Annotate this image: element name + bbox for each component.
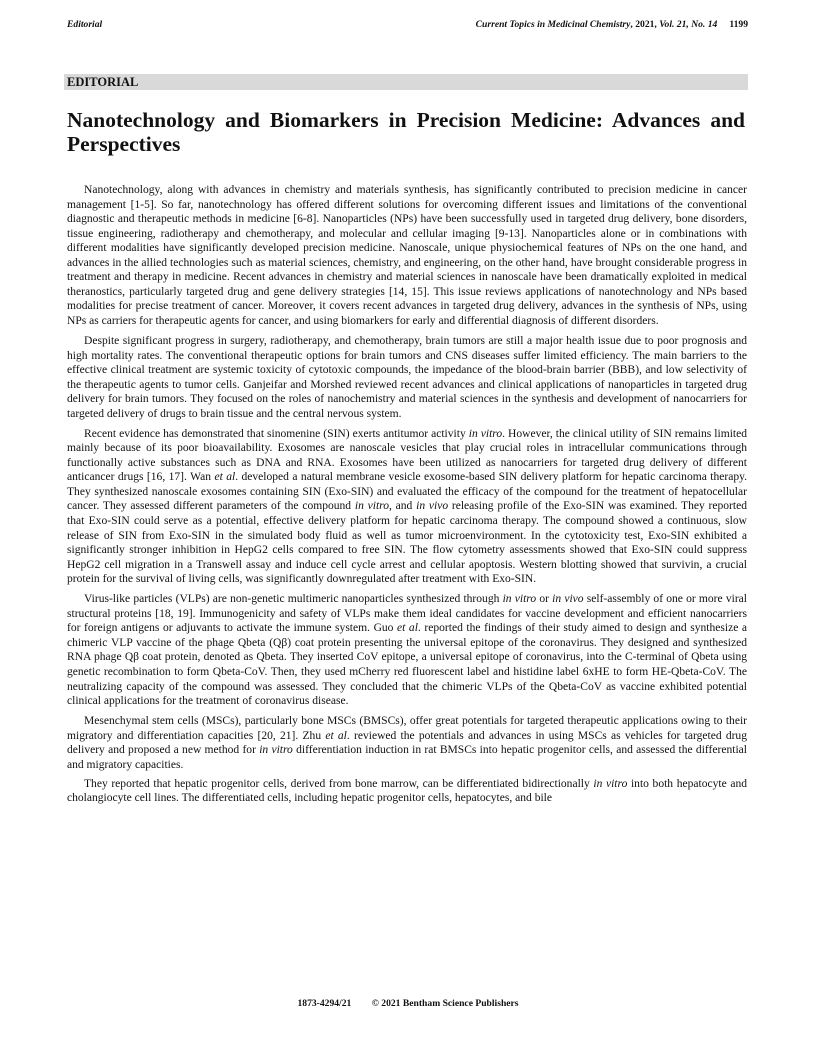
body-paragraph [67, 777, 747, 806]
journal-year: 2021 [635, 19, 655, 30]
body-paragraph [67, 183, 747, 328]
journal-name: Current Topics in Medicinal Chemistry [475, 19, 631, 30]
journal-issue: No. 14 [691, 19, 718, 30]
issn: 1873-4294/21 [297, 998, 352, 1009]
body-paragraph [67, 714, 747, 772]
body-paragraph [67, 592, 747, 708]
italic-run: in vitro [468, 427, 503, 440]
running-head-section: Editorial [67, 19, 103, 30]
journal-volume: Vol. 21 [659, 19, 687, 30]
italic-run: et al [397, 622, 418, 635]
italic-run: et al [214, 471, 236, 484]
text-run: releasing profile of the Exo-SIN was examined. They reported that Exo-SIN could serve as a potential, effective delivery platform for hepatic carcinoma therapy. The compound showed a continuous, slow release of SIN from Exo-SIN in the simulated body fluid as well as tumor microenvironment. In the cytotoxicity test, Exo-SIN exhibited a significantly stronger inhibition in HepG2 cells compared to free SIN. The flow cytometry assessments showed that Exo-SIN could suppress HepG2 cell migration in a Transwell assay and induce cell cycle arrest and cellular apoptosis. Western blotting showed that survivin, a crucial protein for the survival of living cells, was significantly downregulated after treatment with Exo-SIN. [67, 500, 748, 586]
text-run: Despite significant progress in surgery, radiotherapy, and chemotherapy, brain tumors are still a major health issue due to poor prognosis and high mortality rates. The conventional therapeutic options for brain tumors and CNS diseases suffer limited efficiency. The main barriers to the effective clinical treatment are systemic toxicity of cytotoxic compounds, the impedance of the blood-brain barrier (BBB), and low selectivity of the therapeutic agents to tumor cells. Ganjeifar and Morshed reviewed recent advances and clinical applications of nanoparticles in targeted drug delivery for brain tumors. They focused on the roles of nanochemistry and material sciences in the synthesis and development of nanocarriers for targeted delivery of drugs to brain tissue and the central nervous system. [67, 334, 747, 420]
italic-run: in vivo [416, 500, 449, 513]
italic-run: in vitro [259, 744, 293, 757]
text-run: . However, the clinical utility of SIN remains limited mainly because of its poor bioavailability. Exosomes are nanoscale vesicles that play crucial roles in intracellular communications through functionally active substances such as DNA and RNA. Exosomes have been utilized as nanocarriers for targeted drug delivery of different anticancer drugs [16, 17]. Wan [67, 427, 748, 484]
body-paragraph [67, 427, 747, 587]
text-run: or [536, 593, 553, 606]
italic-run: in vitro [354, 500, 389, 513]
text-run: . developed a natural membrane vesicle exosome-based SIN delivery platform for hepatic carcinoma therapy. They synthesized nanoscale exosomes containing SIN (Exo-SIN) and evaluated the efficacy of the compound for the treatment of hepatocellular cancer. They assessed different parameters of the compound [67, 471, 748, 513]
text-run: . reported the findings of their study aimed to design and synthesize a chimeric VLP vaccine of the phage Qbeta (Qβ) coat protein presenting the universal epitope of the coronavirus. They designed and synthesized RNA phage Qβ coat protein, denoted as Qbeta. They inserted CoV epitope, a universal epitope of coronavirus, into the C-terminal of Qbeta using genetic recombination to form Qbeta-CoV. Then, they used mCherry red fluorescent label and histidine label 6xHE to form HE-Qbeta-CoV. The neutralizing capacity of the compound was assessed. They concluded that the chimeric VLPs of the Qbeta-CoV as vaccine exhibited potential clinical applications for the treatment of coronavirus disease. [67, 622, 748, 708]
article-body [67, 183, 747, 806]
running-head-citation: Current Topics in Medicinal Chemistry, 2021, Vol. 21, No. 14 1199 [475, 19, 748, 30]
running-head [67, 19, 748, 30]
copyright: © 2021 Bentham Science Publishers [371, 998, 519, 1009]
text-run: into both hepatocyte and cholangiocyte cell lines. The differentiated cells, including hepatic progenitor cells, hepatocytes, and bile [67, 777, 747, 805]
text-run: self-assembly of one or more viral structural proteins [18, 19]. Immunogenicity and safety of VLPs make them ideal candidates for vaccine development and efficient nanocarriers for foreign antigens or adjuvants to activate the immune system. Guo [67, 593, 747, 635]
page-number: 1199 [729, 19, 748, 30]
text-run: differentiation induction in rat BMSCs into hepatic progenitor cells, and assessed the differential and migratory capacities. [67, 744, 748, 771]
text-run: Recent evidence has demonstrated that sinomenine (SIN) exerts antitumor activity [84, 427, 469, 440]
text-run: Virus-like particles (VLPs) are non-genetic multimeric nanoparticles synthesized through [84, 593, 503, 606]
text-run: , and [389, 500, 417, 513]
italic-run: in vitro [502, 593, 537, 606]
body-paragraph [67, 334, 747, 421]
italic-run: in vitro [593, 777, 628, 790]
italic-run: et al [325, 729, 347, 742]
section-label: EDITORIAL [67, 75, 139, 89]
text-run: Mesenchymal stem cells (MSCs), particularly bone MSCs (BMSCs), offer great potentials for targeted therapeutic applications owing to their migratory and differentiation capacities [20, 21]. Zhu [67, 715, 747, 742]
text-run: Nanotechnology, along with advances in chemistry and materials synthesis, has significantly contributed to precision medicine in cancer management [1-5]. So far, nanotechnology has offered different solutions for overcoming different issues and limitations of the conventional diagnostic and therapeutic methods in medicine [6-8]. Nanoparticles (NPs) have been successfully used in targeted drug delivery, bone disorders, tissue engineering, radiotherapy and chemotherapy, and molecular and cellular imaging [9-13]. Nanoparticles alone or in combinations with different modalities have significantly developed precision medicine. Nanoscale, unique physiochemical features of NPs on the one hand, and advances in the allied technologies such as material sciences, chemistry, and engineering, on the other hand, have brought considerable progress in treatment and therapy in medicine. Recent advances in chemistry and material sciences in nanoscale have been dramatically exploited in medical theranostics, particularly targeted drug and gene delivery strategies [14, 15]. This issue reviews applications of nanotechnology and NPs based modalities for precise treatment of cancer. Moreover, it covers recent advances in targeted drug delivery, advances in the synthesis of NPs, using NPs as carriers for therapeutic agents for cancer, and using biomarkers for early and differential diagnosis of different disorders. [67, 184, 747, 327]
section-band [64, 74, 748, 90]
text-run: They reported that hepatic progenitor cells, derived from bone marrow, can be differentiated bidirectionally [84, 777, 594, 790]
page-footer [0, 998, 816, 1009]
italic-run: in vivo [552, 593, 584, 606]
article-title: Nanotechnology and Biomarkers in Precision Medicine: Advances and Perspectives [67, 108, 745, 156]
text-run: . reviewed the potentials and advances in using MSCs as vehicles for targeted drug delivery and proposed a new method for [67, 729, 747, 757]
